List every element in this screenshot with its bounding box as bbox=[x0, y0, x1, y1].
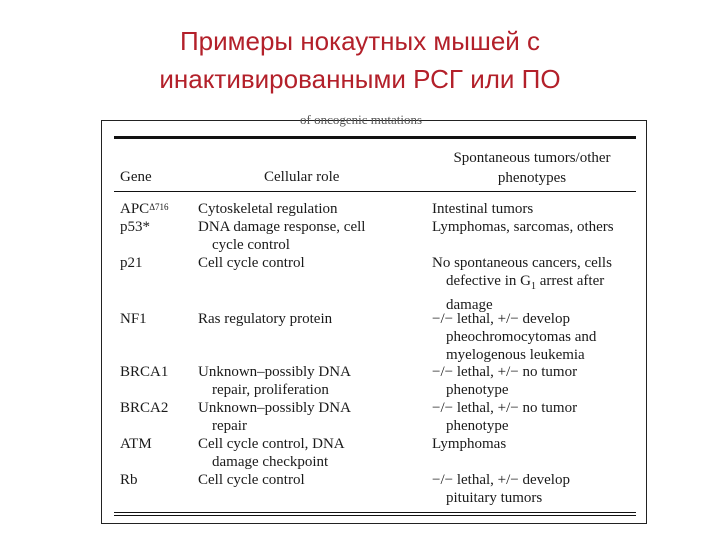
pheno-line: −/− lethal, +/− no tumor bbox=[432, 364, 578, 380]
row-gene-nf1: NF1 bbox=[120, 311, 147, 327]
role-line: Unknown–possibly DNA bbox=[198, 364, 351, 380]
row-pheno-brca1 bbox=[432, 363, 647, 399]
row-pheno-brca2 bbox=[432, 399, 647, 435]
pheno-subscript: 1 bbox=[530, 281, 536, 292]
pheno-line: Intestinal tumors bbox=[432, 201, 534, 217]
role-line: Unknown–possibly DNA bbox=[198, 400, 351, 416]
row-gene-p53: p53* bbox=[120, 219, 150, 235]
row-pheno-atm bbox=[432, 435, 647, 453]
pheno-line: −/− lethal, +/− no tumor bbox=[432, 400, 578, 416]
slide-title-line-1: Примеры нокаутных мышей с bbox=[179, 26, 541, 56]
table-top-rule bbox=[114, 136, 636, 139]
header-phenotypes-line-2: phenotypes bbox=[497, 170, 567, 186]
header-cellular-role: Cellular role bbox=[264, 169, 340, 185]
row-role-brca1 bbox=[198, 363, 423, 399]
role-line: Cell cycle control, DNA bbox=[198, 436, 345, 452]
row-gene-brca1: BRCA1 bbox=[120, 364, 169, 380]
table-bottom-rule bbox=[114, 512, 636, 513]
table-bottom-rule-2 bbox=[114, 515, 636, 516]
row-gene-p21: p21 bbox=[120, 255, 143, 271]
slide-title-line-2: инактивированными РСГ или ПО bbox=[159, 64, 561, 94]
pheno-line: pituitary tumors bbox=[446, 490, 543, 506]
pheno-line: phenotype bbox=[446, 382, 509, 398]
cutoff-caption: of oncogenic mutations bbox=[300, 112, 423, 127]
role-line: Ras regulatory protein bbox=[198, 311, 333, 327]
slide-title bbox=[0, 22, 720, 98]
gene-superscript: Δ716 bbox=[149, 202, 169, 212]
pheno-line: pheochromocytomas and bbox=[446, 329, 597, 345]
row-pheno-p21 bbox=[432, 254, 647, 314]
row-gene-rb: Rb bbox=[120, 472, 138, 488]
pheno-text: arrest after bbox=[535, 273, 605, 289]
row-pheno-rb bbox=[432, 471, 647, 507]
header-phenotypes-line-1: Spontaneous tumors/other bbox=[453, 150, 611, 166]
pheno-line: myelogenous leukemia bbox=[446, 347, 585, 363]
role-line: DNA damage response, cell bbox=[198, 219, 366, 235]
row-gene-brca2: BRCA2 bbox=[120, 400, 169, 416]
row-gene-apc bbox=[120, 200, 168, 218]
gene-name: APC bbox=[120, 201, 150, 217]
pheno-line: Lymphomas, sarcomas, others bbox=[432, 219, 614, 235]
header-phenotypes bbox=[444, 148, 620, 188]
pheno-line: phenotype bbox=[446, 418, 509, 434]
pheno-line: −/− lethal, +/− develop bbox=[432, 311, 570, 327]
role-line: Cell cycle control bbox=[198, 255, 305, 271]
pheno-text: defective in G bbox=[446, 273, 531, 289]
row-role-atm bbox=[198, 435, 423, 471]
role-line: cycle control bbox=[212, 237, 290, 253]
role-line: repair, proliferation bbox=[212, 382, 329, 398]
header-gene: Gene bbox=[120, 169, 152, 185]
pheno-line bbox=[432, 272, 647, 296]
pheno-line: damage bbox=[446, 297, 493, 313]
pheno-line: No spontaneous cancers, cells bbox=[432, 255, 612, 271]
pheno-line: −/− lethal, +/− develop bbox=[432, 472, 570, 488]
row-pheno-p53 bbox=[432, 218, 647, 236]
row-role-p53 bbox=[198, 218, 423, 254]
table-header-rule bbox=[114, 191, 636, 192]
row-pheno-nf1 bbox=[432, 310, 647, 364]
row-role-rb bbox=[198, 471, 423, 489]
row-gene-atm: ATM bbox=[120, 436, 152, 452]
role-line: Cell cycle control bbox=[198, 472, 305, 488]
role-line: repair bbox=[212, 418, 247, 434]
row-role-brca2 bbox=[198, 399, 423, 435]
row-role-apc bbox=[198, 200, 423, 218]
row-role-p21 bbox=[198, 254, 423, 272]
pheno-line: Lymphomas bbox=[432, 436, 507, 452]
role-line: Cytoskeletal regulation bbox=[198, 201, 338, 217]
row-pheno-apc bbox=[432, 200, 647, 218]
row-role-nf1 bbox=[198, 310, 423, 328]
knockout-table-figure bbox=[101, 112, 647, 524]
role-line: damage checkpoint bbox=[212, 454, 329, 470]
